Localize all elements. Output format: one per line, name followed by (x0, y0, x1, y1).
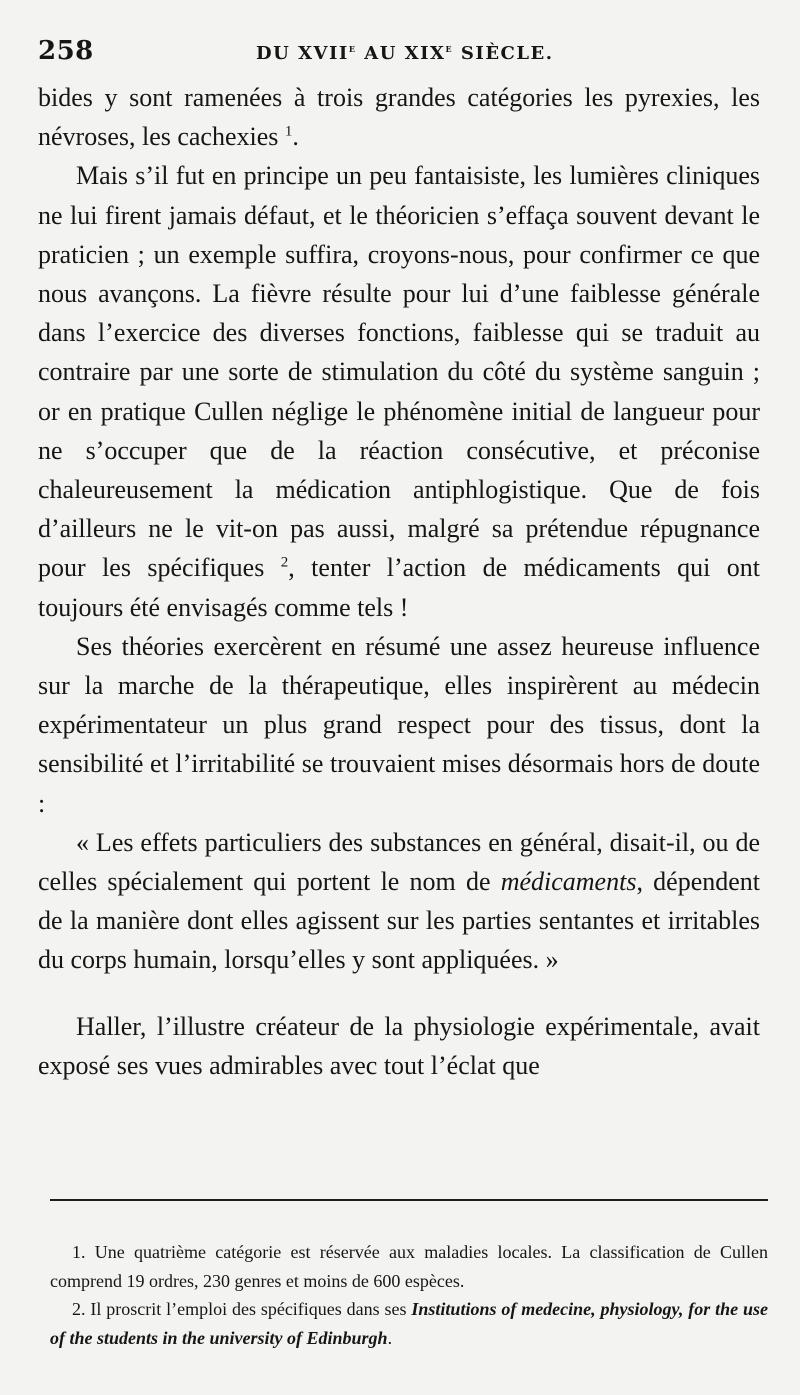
main-text (38, 78, 760, 1085)
footnote-reference: 2 (280, 554, 289, 571)
running-head (256, 42, 554, 64)
footnote-text: 2. Il proscrit l’emploi des spécifiques dans ses (72, 1299, 412, 1319)
paragraph-text: , tenter l’action de médicaments qui ont toujours été envisagés comme tels ! (38, 553, 760, 622)
footnote-italic-title: Institutions of medecine, physiology, for the use of the students in the university of Edinburgh (50, 1299, 768, 1348)
quote-italic-term: médicaments (500, 867, 637, 897)
footnote-reference: 1 (284, 123, 293, 140)
footnotes (50, 1238, 768, 1352)
paragraph-continued (38, 78, 760, 156)
paragraph-text: bides y sont ramenées à trois grandes catégories les pyrexies, les névroses, les cachexies (38, 83, 760, 152)
footnote-divider (50, 1199, 768, 1201)
running-head-part: AU XIX (356, 43, 446, 64)
running-head-superscript: e (445, 42, 454, 55)
footnote-2 (50, 1295, 768, 1352)
block-quote (38, 823, 760, 980)
paragraph-text: . (292, 122, 299, 152)
footnote-1: 1. Une quatrième catégorie est réservée aux maladies locales. La classification de Cullen comprend 19 ordres, 230 genres et moins de 600 espèces. (50, 1242, 768, 1291)
running-head-superscript: e (348, 42, 357, 55)
footnote-text: . (387, 1327, 393, 1348)
running-head-part: SIÈCLE. (453, 43, 554, 64)
page-number: 258 (38, 36, 94, 66)
paragraph: Ses théories exercèrent en résumé une assez heureuse influence sur la marche de la thérapeutique, elles inspirèrent au médecin expérimentateur un plus grand respect pour des tissus, dont la sensibilité et l’irritabilité se trouvaient mises désormais hors de doute : (38, 631, 760, 818)
page-header (38, 36, 760, 70)
quote-text: , dépendent de la manière dont elles agissent sur les parties sentantes et irritables du corps humain, lorsqu’elles y sont appliquées. » (38, 867, 760, 975)
paragraph: Haller, l’illustre créateur de la physiologie expérimentale, avait exposé ses vues admirables avec tout l’éclat que (38, 1011, 760, 1080)
running-head-part: DU XVII (256, 43, 349, 64)
quote-text: « Les effets particuliers des substances en général, disait-il, ou de celles spécialement qui portent le nom de (38, 827, 760, 897)
paragraph (38, 156, 760, 626)
paragraph-text: Mais s’il fut en principe un peu fantaisiste, les lumières cliniques ne lui firent jamais défaut, et le théoricien s’effaça souvent devant le praticien ; un exemple suffira, croyons-nous, pour confirmer ce que nous avançons. La fièvre résulte pour lui d’une faiblesse générale dans l’exercice des diverses fonctions, faiblesse qui se traduit au contraire par une sorte de stimulation du côté du système sanguin ; or en pratique Cullen néglige le phénomène initial de langueur pour ne s’occuper que de la réaction consécutive, et préconise chaleureusement la médication antiphlogistique. Que de fois d’ailleurs ne le vit-on pas aussi, malgré sa prétendue répugnance pour les spécifiques (38, 161, 760, 583)
